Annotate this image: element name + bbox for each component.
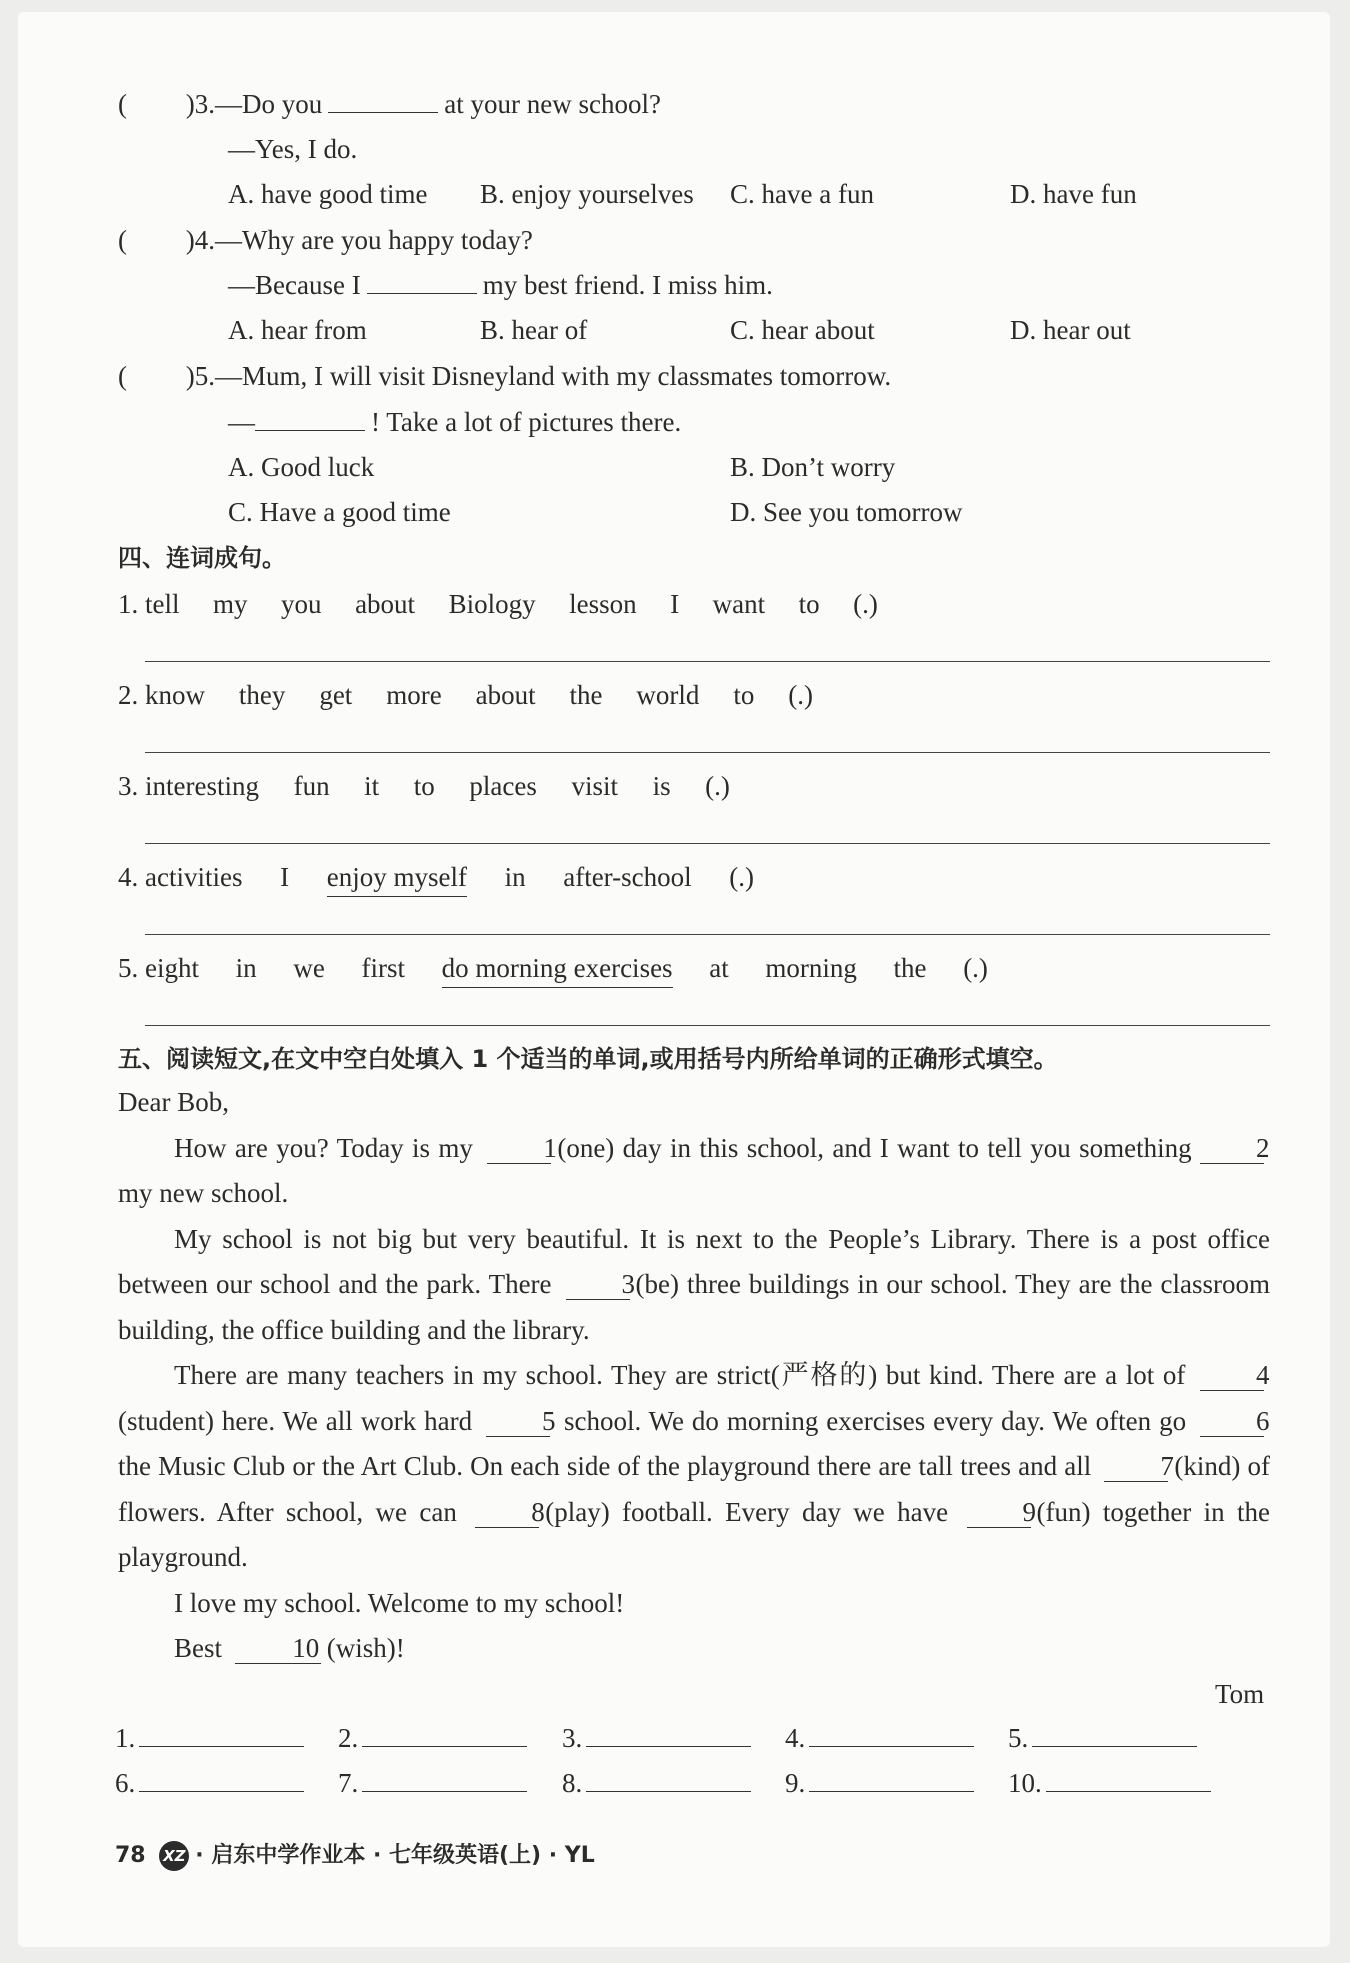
book-title: · 启东中学作业本 · 七年级英语(上) · YL: [195, 1843, 595, 1868]
answer-6: 6.: [115, 1765, 304, 1801]
answer-line: [145, 1025, 1270, 1026]
option-b: B. enjoy yourselves: [480, 179, 694, 209]
answer-blank: [367, 267, 477, 294]
option-d: D. See you tomorrow: [730, 497, 963, 527]
answer-5: 5.: [1008, 1720, 1197, 1756]
answer-9: 9.: [785, 1765, 974, 1801]
option-c: C. Have a good time: [228, 497, 451, 527]
option-d: D. have fun: [1010, 179, 1137, 209]
word: 4. activities: [118, 862, 243, 892]
word: my: [213, 589, 248, 619]
word: at: [709, 953, 729, 983]
reply-text: —Because I: [228, 270, 361, 300]
blank-7: 7: [1104, 1451, 1168, 1482]
word: they: [238, 680, 286, 710]
word: (.): [963, 953, 988, 983]
word: world: [636, 680, 700, 710]
word: is: [652, 771, 671, 801]
option-a: A. have good time: [228, 179, 428, 209]
word: in: [235, 953, 257, 983]
blank-10: 10: [235, 1633, 321, 1664]
answer-blank: [255, 404, 365, 431]
word-order-item-2: [118, 677, 813, 713]
option-b: B. hear of: [480, 315, 588, 345]
word-order-item-4: [118, 859, 754, 897]
blank-4: 4: [1200, 1360, 1264, 1391]
paragraph-2: My school is not big but very beautiful. It is next to the People’s Library. There is a post office between our school and the park. There 3(be) three buildings in our school. They are the classroom building, the office building and the library.: [118, 1223, 1271, 1345]
word: fun: [293, 771, 330, 801]
page-number: 78: [115, 1843, 146, 1868]
reply-text: my best friend. I miss him.: [482, 270, 773, 300]
section-4-title: 四、连词成句。: [118, 544, 286, 572]
word: first: [361, 953, 405, 983]
answer-line: [145, 752, 1270, 753]
word: the: [893, 953, 927, 983]
word: lesson: [569, 589, 637, 619]
word: I: [280, 862, 290, 892]
reply-5: [228, 404, 681, 440]
blank-6: 6: [1200, 1406, 1264, 1437]
question-text: —Do you: [215, 89, 323, 119]
answer-line: [145, 934, 1270, 935]
answer-paren: (: [118, 225, 127, 255]
question-text: at your new school?: [444, 89, 661, 119]
option-a: A. hear from: [228, 315, 367, 345]
question-number: )4.: [185, 225, 215, 255]
word: we: [293, 953, 325, 983]
word: (.): [853, 589, 878, 619]
blank-8: 8: [475, 1497, 539, 1528]
reply-text: —: [228, 407, 255, 437]
word-order-item-1: [118, 586, 878, 622]
phrase: do morning exercises: [442, 950, 673, 988]
word: in: [504, 862, 526, 892]
paragraph-4: I love my school. Welcome to my school!: [174, 1587, 625, 1618]
option-c: C. have a fun: [730, 179, 874, 209]
question-text: —Why are you happy today?: [215, 225, 533, 255]
phrase: enjoy myself: [327, 859, 467, 897]
answer-blank: [328, 86, 438, 113]
word: 2. know: [118, 680, 205, 710]
blank-9: 9: [967, 1497, 1031, 1528]
option-a: A. Good luck: [228, 452, 375, 482]
question-4: [118, 222, 533, 258]
word-order-item-3: [118, 768, 730, 804]
word: 3. interesting: [118, 771, 259, 801]
word: get: [319, 680, 353, 710]
page-footer: [115, 1838, 595, 1871]
word: it: [364, 771, 380, 801]
paragraph-1: How are you? Today is my 1(one) day in this school, and I want to tell you something 2 my new school.: [118, 1132, 1270, 1208]
word: places: [469, 771, 537, 801]
word: want: [712, 589, 766, 619]
word: the: [569, 680, 603, 710]
word: I: [670, 589, 680, 619]
question-number: )5.: [185, 361, 215, 391]
question-3: [118, 86, 661, 122]
question-5: [118, 358, 891, 394]
answer-3: 3.: [562, 1720, 751, 1756]
word: (.): [729, 862, 754, 892]
answer-10: 10.: [1008, 1765, 1211, 1801]
answer-8: 8.: [562, 1765, 751, 1801]
word: Biology: [448, 589, 536, 619]
word: (.): [705, 771, 730, 801]
signature: Tom: [1215, 1679, 1265, 1709]
reply-4: [228, 267, 773, 303]
section-5-title: 五、阅读短文,在文中空白处填入 1 个适当的单词,或用括号内所给单词的正确形式填空。: [118, 1045, 1058, 1073]
option-c: C. hear about: [730, 315, 875, 345]
word-order-item-5: [118, 950, 988, 988]
word: visit: [571, 771, 618, 801]
reply-text: ! Take a lot of pictures there.: [371, 407, 682, 437]
paragraph-3: There are many teachers in my school. They are strict(严格的) but kind. There are a lot of 4(student) here. We all work hard 5 school. We do morning exercises every day. We often go 6 the Music Club or the Art Club. On each side of the playground there are tall trees and all 7(kind) of flowers. After school, we can 8(play) football. Every day we have 9(fun) together in the playground.: [118, 1360, 1271, 1572]
option-d: D. hear out: [1010, 315, 1131, 345]
answer-7: 7.: [338, 1765, 527, 1801]
word: after-school: [563, 862, 692, 892]
word: 1. tell: [118, 589, 180, 619]
answer-line: [145, 843, 1270, 844]
publisher-logo-icon: XZ: [159, 1841, 189, 1871]
word: about: [475, 680, 536, 710]
closing: Best 10 (wish)!: [174, 1633, 405, 1663]
question-text: —Mum, I will visit Disneyland with my classmates tomorrow.: [215, 361, 892, 391]
blank-2: 2: [1200, 1133, 1264, 1164]
answer-line: [145, 661, 1270, 662]
blank-3: 3: [566, 1269, 630, 1300]
answer-paren: (: [118, 89, 127, 119]
word: morning: [765, 953, 857, 983]
word: (.): [788, 680, 813, 710]
answer-paren: (: [118, 361, 127, 391]
question-number: )3.: [185, 89, 215, 119]
answer-2: 2.: [338, 1720, 527, 1756]
word: 5. eight: [118, 953, 199, 983]
reply-3: —Yes, I do.: [228, 134, 358, 164]
reading-passage: [118, 1080, 1270, 1672]
word: you: [281, 589, 322, 619]
word: about: [355, 589, 416, 619]
answer-4: 4.: [785, 1720, 974, 1756]
word: to: [798, 589, 820, 619]
option-b: B. Don’t worry: [730, 452, 896, 482]
word: to: [413, 771, 435, 801]
word: to: [733, 680, 755, 710]
salutation: Dear Bob,: [118, 1087, 229, 1117]
word: more: [386, 680, 442, 710]
blank-1: 1: [487, 1133, 551, 1164]
answer-1: 1.: [115, 1720, 304, 1756]
blank-5: 5: [486, 1406, 550, 1437]
